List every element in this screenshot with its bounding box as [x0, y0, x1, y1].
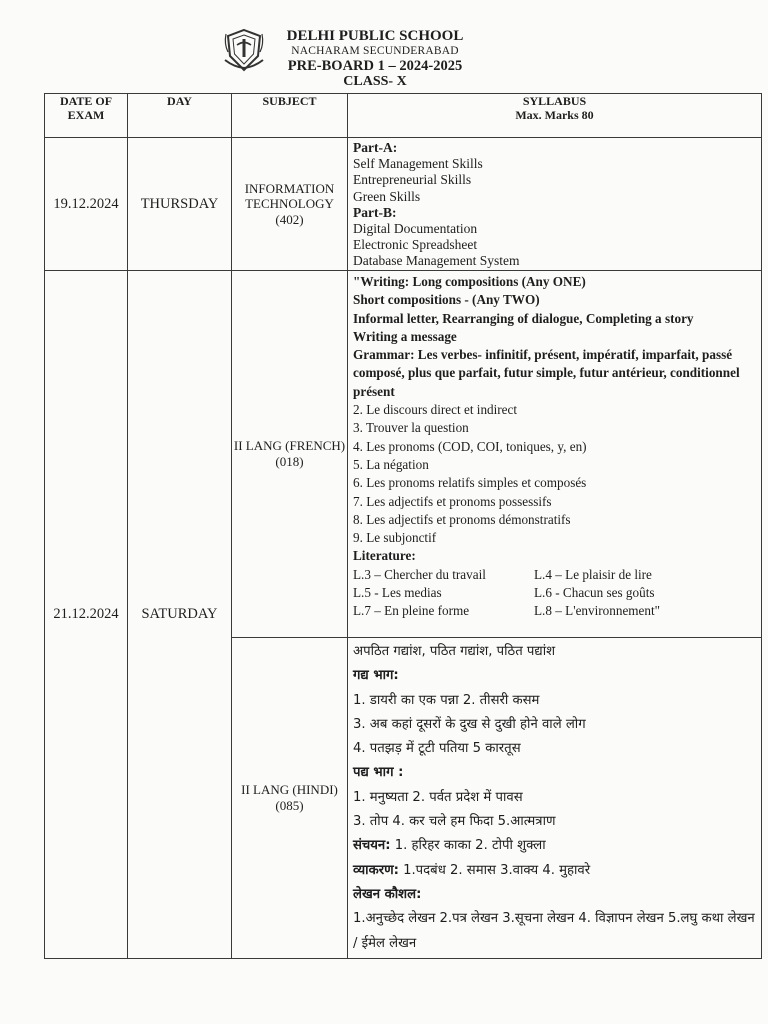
- col-header-day: DAY: [128, 94, 232, 138]
- syllabus-line: Informal letter, Rearranging of dialogue, Completing a story: [353, 310, 694, 326]
- syllabus-line: गद्य भाग:: [353, 668, 399, 684]
- syllabus-line: 5. La négation: [353, 456, 429, 472]
- syllabus-line: 3. तोप 4. कर चले हम फिदा 5.आत्मत्राण: [353, 814, 556, 830]
- exam-date: 19.12.2024: [45, 138, 128, 271]
- syllabus-line: अपठित गद्यांश, पठित गद्यांश, पठित पद्यांश: [353, 644, 556, 659]
- syllabus-line: 2. Le discours direct et indirect: [353, 402, 518, 418]
- syllabus-line: Part-B:: [353, 204, 397, 220]
- syllabus-content: [353, 273, 757, 635]
- document-header: [250, 28, 500, 90]
- syllabus-line: [353, 859, 757, 883]
- syllabus-line: 1. डायरी का एक पन्ना 2. तीसरी कसम: [353, 692, 540, 708]
- syllabus-line: [353, 584, 757, 602]
- syllabus-lesson-right: L.8 – L'environnement": [534, 603, 661, 619]
- col-header-syllabus: [348, 94, 762, 138]
- syllabus-line: Database Management System: [353, 253, 520, 269]
- syllabus-line: 8. Les adjectifs et pronoms démonstratifs: [353, 511, 571, 527]
- school-branch: NACHARAM SECUNDERABAD: [291, 44, 459, 57]
- syllabus-line: Literature:: [353, 548, 416, 564]
- exam-day: SATURDAY: [128, 271, 232, 959]
- subject-name: II LANG (FRENCH) (018): [232, 271, 348, 638]
- exam-title: PRE-BOARD 1 – 2024-2025: [287, 57, 463, 74]
- syllabus-line: 3. Trouver la question: [353, 420, 469, 436]
- syllabus-lesson-left: L.7 – En pleine forme: [353, 603, 470, 619]
- syllabus-line: लेखन कौशल:: [353, 886, 422, 902]
- syllabus-line: 9. Le subjonctif: [353, 530, 437, 546]
- syllabus-cell: [348, 271, 762, 638]
- table-row: [45, 271, 762, 638]
- col-header-subject: SUBJECT: [232, 94, 348, 138]
- syllabus-line: Green Skills: [353, 188, 421, 204]
- syllabus-line: [353, 834, 757, 858]
- syllabus-line: 1.अनुच्छेद लेखन 2.पत्र लेखन 3.सूचना लेखन 4. विज्ञापन लेखन 5.लघु कथा लेखन / ईमेल लेखन: [353, 911, 755, 951]
- subject-name: II LANG (HINDI) (085): [232, 638, 348, 959]
- syllabus-cell: [348, 138, 762, 271]
- syllabus-section-text: 1.पदबंध 2. समास 3.वाक्य 4. मुहावरे: [398, 862, 591, 878]
- syllabus-lesson-left: L.3 – Chercher du travail: [353, 566, 486, 582]
- syllabus-line: Digital Documentation: [353, 221, 478, 237]
- syllabus-line: 3. अब कहां दूसरों के दुख से दुखी होने वाले लोग: [353, 716, 586, 732]
- exam-day: THURSDAY: [128, 138, 232, 271]
- syllabus-line: "Writing: Long compositions (Any ONE): [353, 274, 586, 289]
- syllabus-line: पद्य भाग :: [353, 765, 404, 781]
- class-title: CLASS- X: [343, 73, 407, 89]
- school-name: DELHI PUBLIC SCHOOL: [286, 28, 464, 44]
- syllabus-heading: SYLLABUS: [522, 94, 587, 108]
- syllabus-line: [353, 566, 757, 584]
- syllabus-line: 6. Les pronoms relatifs simples et composés: [353, 475, 587, 491]
- syllabus-line: [353, 602, 757, 620]
- table-row: [45, 138, 762, 271]
- syllabus-lesson-right: L.4 – Le plaisir de lire: [534, 566, 652, 582]
- table-header-row: [45, 94, 762, 138]
- syllabus-line: Electronic Spreadsheet: [353, 237, 478, 253]
- exam-schedule-table: [44, 93, 762, 959]
- syllabus-section-text: 1. हरिहर काका 2. टोपी शुक्ला: [390, 838, 546, 854]
- col-header-date: DATE OF EXAM: [45, 94, 128, 138]
- syllabus-line: Self Management Skills: [353, 156, 483, 172]
- syllabus-lesson-left: L.5 - Les medias: [353, 585, 442, 601]
- syllabus-line: 1. मनुष्यता 2. पर्वत प्रदेश में पावस: [353, 789, 523, 805]
- syllabus-section-label: संचयन:: [353, 838, 391, 854]
- syllabus-line: Entrepreneurial Skills: [353, 172, 472, 188]
- exam-date: 21.12.2024: [45, 271, 128, 959]
- syllabus-line: 4. पतझड़ में टूटी पतिया 5 कारतूस: [353, 741, 521, 757]
- syllabus-cell: [348, 638, 762, 959]
- syllabus-line: Writing a message: [353, 328, 457, 344]
- syllabus-lesson-right: L.6 - Chacun ses goûts: [534, 585, 655, 601]
- max-marks: Max. Marks 80: [515, 107, 594, 122]
- subject-name: INFORMATION TECHNOLOGY (402): [232, 138, 348, 271]
- syllabus-line: Part-A:: [353, 140, 398, 155]
- syllabus-section-label: व्याकरण:: [353, 862, 399, 878]
- syllabus-line: Short compositions - (Any TWO): [353, 292, 540, 308]
- syllabus-line: 7. Les adjectifs et pronoms possessifs: [353, 493, 552, 509]
- syllabus-content: [353, 640, 757, 956]
- syllabus-line: 4. Les pronoms (COD, COI, toniques, y, en): [353, 438, 587, 454]
- syllabus-line: Grammar: Les verbes- infinitif, présent, impératif, imparfait, passé composé, plus que parfait, futur simple, futur antérieur, conditionnel présent: [353, 347, 740, 399]
- syllabus-content: [353, 140, 757, 268]
